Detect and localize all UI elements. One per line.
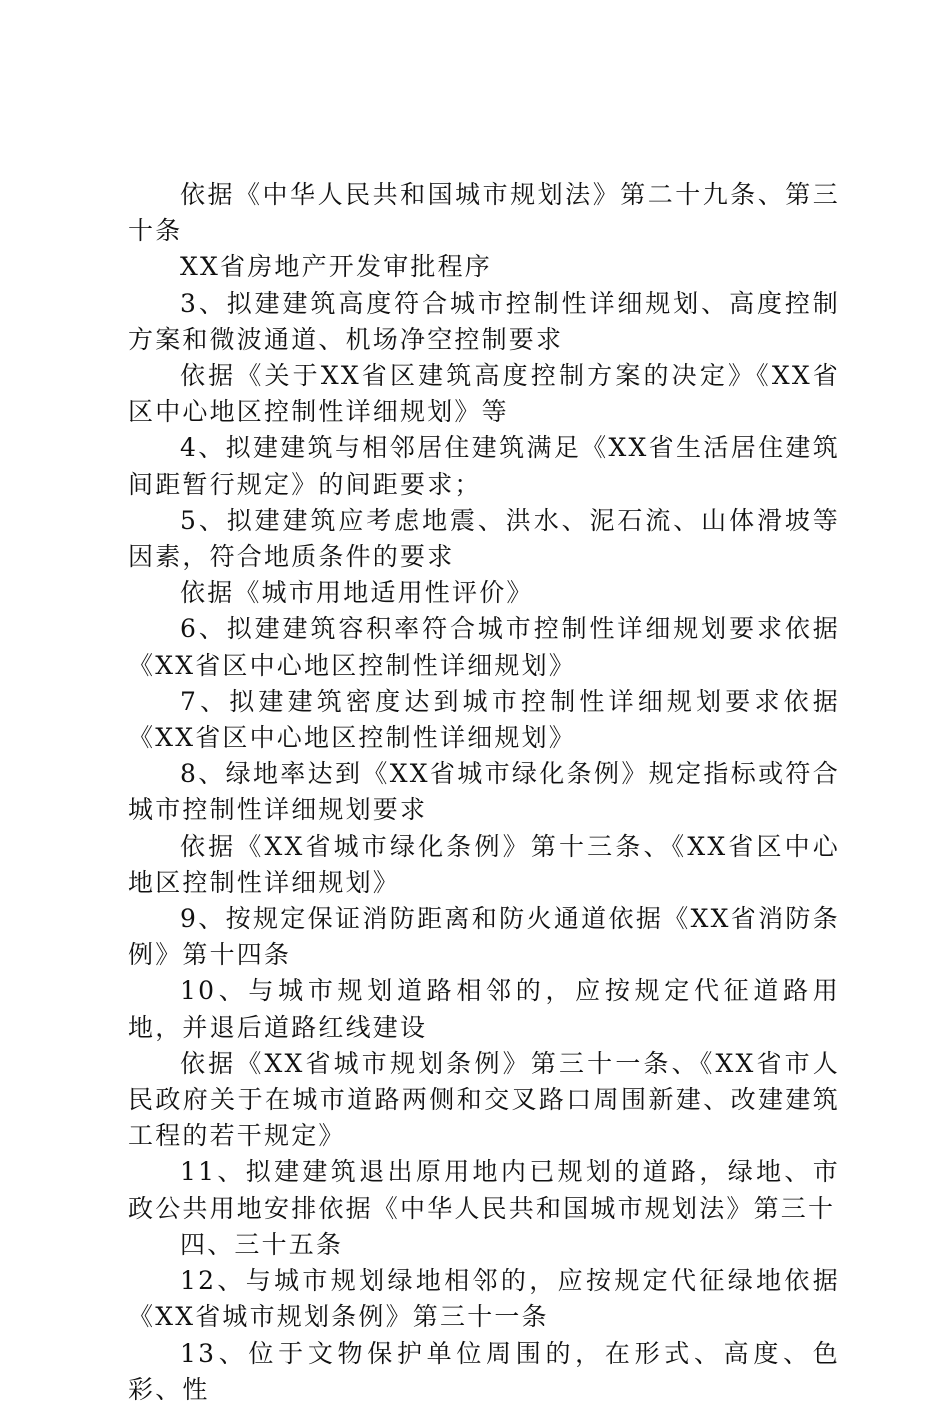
paragraph: 5、拟建建筑应考虑地震、洪水、泥石流、山体滑坡等因素，符合地质条件的要求 [128,505,840,572]
paragraph: 7、拟建建筑密度达到城市控制性详细规划要求依据《XX省区中心地区控制性详细规划》 [128,686,840,753]
paragraph: 6、拟建建筑容积率符合城市控制性详细规划要求依据《XX省区中心地区控制性详细规划》 [128,614,840,680]
paragraph: 4、拟建建筑与相邻居住建筑满足《XX省生活居住建筑间距暂行规定》的间距要求； [128,433,840,499]
paragraph: 依据《城市用地适用性评价》 [180,578,534,608]
paragraph: 12、与城市规划绿地相邻的，应按规定代征绿地依据《XX省城市规划条例》第三十一条 [128,1266,840,1332]
paragraph: 11、拟建建筑退出原用地内已规划的道路，绿地、市政公共用地安排依据《中华人民共和国城市规划法》第三十 [128,1157,840,1223]
paragraph: 依据《关于XX省区建筑高度控制方案的决定》《XX省区中心地区控制性详细规划》等 [128,361,840,427]
document-body [128,177,840,1408]
paragraph: 依据《中华人民共和国城市规划法》第二十九条、第三十条 [128,180,840,246]
paragraph: 依据《XX省城市规划条例》第三十一条、《XX省市人民政府关于在城市道路两侧和交叉路口周围新建、改建建筑工程的若干规定》 [128,1048,840,1151]
paragraph: 13、位于文物保护单位周围的，在形式、高度、色彩、性 [128,1338,840,1404]
paragraph: 10、与城市规划道路相邻的，应按规定代征道路用地，并退后道路红线建设 [128,976,840,1042]
paragraph: 8、绿地率达到《XX省城市绿化条例》规定指标或符合城市控制性详细规划要求 [128,759,840,825]
paragraph: 四、三十五条 [180,1229,344,1259]
paragraph: 依据《XX省城市绿化条例》第十三条、《XX省区中心地区控制性详细规划》 [128,831,840,897]
paragraph: 3、拟建建筑高度符合城市控制性详细规划、高度控制方案和微波通道、机场净空控制要求 [128,288,840,354]
paragraph: 9、按规定保证消防距离和防火通道依据《XX省消防条例》第十四条 [128,904,840,970]
paragraph: XX省房地产开发审批程序 [180,252,492,282]
